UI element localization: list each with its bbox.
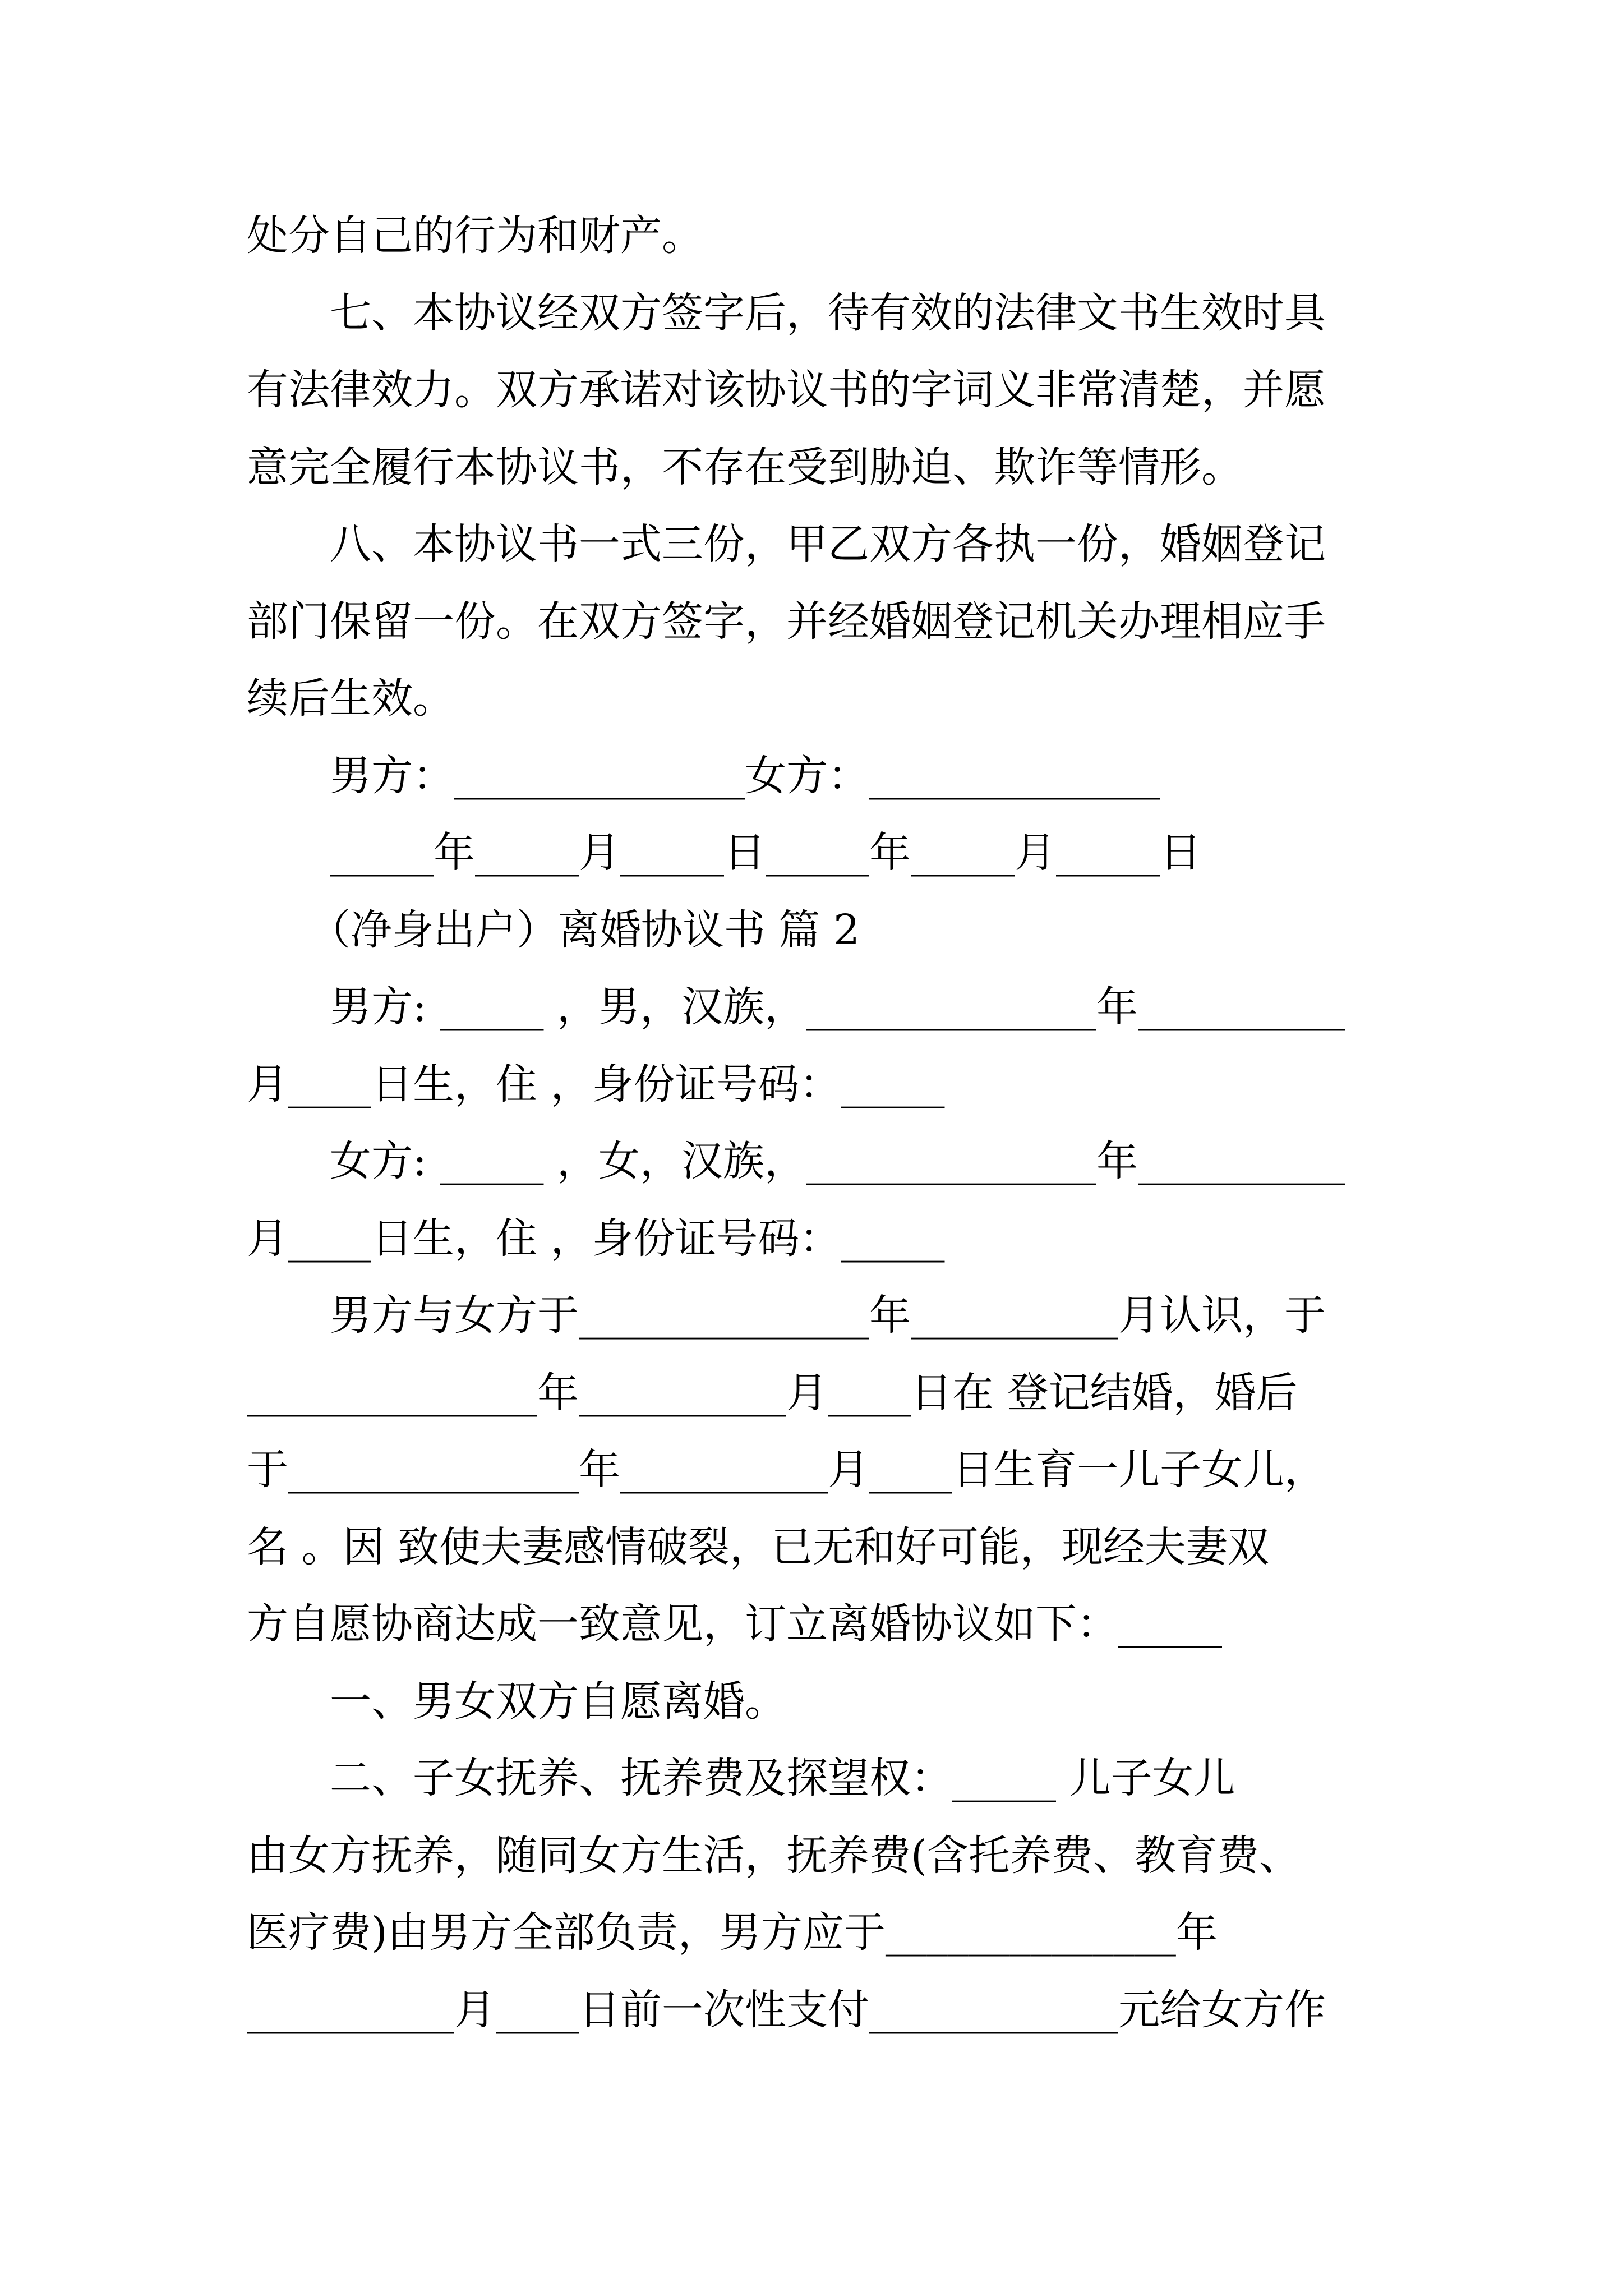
- text-line: 续后生效。: [247, 674, 454, 723]
- text-line: __________月____日前一次性支付____________元给女方作: [247, 1986, 1326, 2034]
- text-line: 月____日生，住 ，身份证号码：_____: [247, 1214, 945, 1263]
- text-line: 有法律效力。双方承诺对该协议书的字词义非常清楚，并愿: [247, 366, 1326, 414]
- text-line: 八、本协议书一式三份，甲乙双方各执一份，婚姻登记: [247, 520, 1326, 568]
- text-line: 于______________年__________月____日生育一儿子女儿，: [247, 1446, 1326, 1494]
- text-line: 男方: _____ ，男，汉族，______________年__________: [247, 983, 1345, 1031]
- section-heading: （净身出户）离婚协议书 篇 2: [247, 906, 860, 954]
- text-line: 部门保留一份。在双方签字，并经婚姻登记机关办理相应手: [247, 597, 1326, 646]
- date-line: _____年_____月_____日_____年_____月_____日: [247, 829, 1201, 877]
- text-line: 处分自己的行为和财产。: [247, 211, 703, 260]
- text-line: ______________年__________月____日在 登记结婚，婚后: [247, 1369, 1298, 1417]
- text-line: 七、本协议经双方签字后，待有效的法律文书生效时具: [247, 289, 1326, 337]
- text-line: 方自愿协商达成一致意见，订立离婚协议如下：_____: [247, 1600, 1222, 1648]
- signature-line: 男方：______________女方：______________: [247, 752, 1160, 800]
- text-line: 女方: _____ ，女，汉族，______________年__________: [247, 1137, 1345, 1185]
- text-line: 由女方抚养，随同女方生活，抚养费(含托养费、教育费、: [247, 1832, 1301, 1880]
- text-line: 月____日生，住 ，身份证号码：_____: [247, 1060, 945, 1108]
- text-line: 意完全履行本协议书，不存在受到胁迫、欺诈等情形。: [247, 443, 1243, 491]
- text-line: 一、男女双方自愿离婚。: [247, 1677, 786, 1726]
- text-line: 名 。因 致使夫妻感情破裂，已无和好可能，现经夫妻双: [247, 1523, 1270, 1571]
- text-line: 二、子女抚养、抚养费及探望权：_____ 儿子女儿: [247, 1754, 1235, 1802]
- text-line: 男方与女方于______________年__________月认识，于: [247, 1291, 1326, 1340]
- text-line: 医疗费)由男方全部负责，男方应于______________年: [247, 1908, 1218, 1957]
